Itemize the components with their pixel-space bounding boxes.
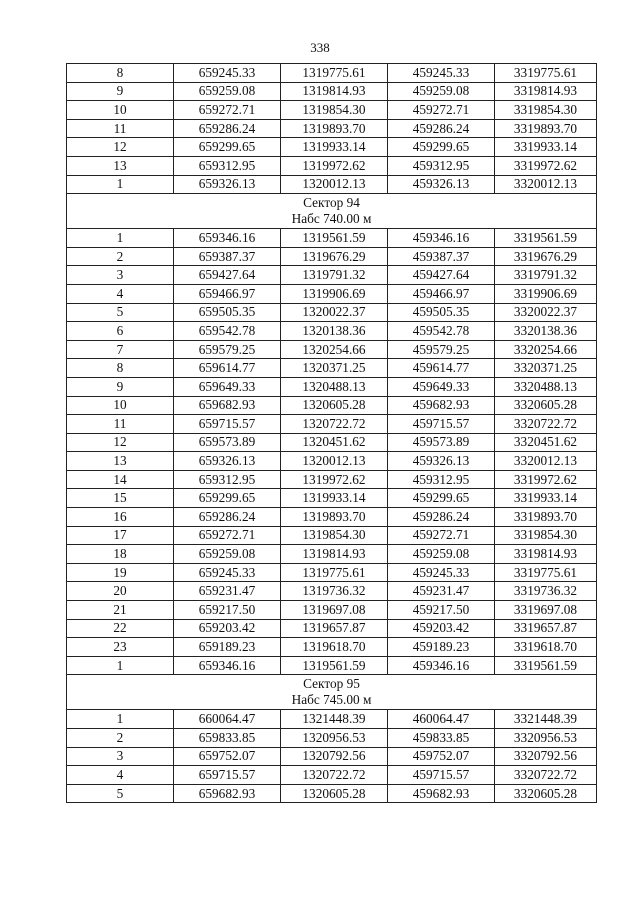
sector-title: Сектор 95	[303, 676, 360, 692]
x-local-cell: 459245.33	[388, 64, 495, 83]
table-row	[67, 470, 597, 489]
x-coordinate-cell: 659312.95	[174, 470, 281, 489]
table-row	[67, 175, 597, 194]
y-local-cell: 3320371.25	[495, 359, 597, 378]
sector-height: Набс 740.00 м	[291, 211, 372, 227]
y-local-cell: 3321448.39	[495, 710, 597, 729]
y-local-cell: 3319972.62	[495, 156, 597, 175]
point-number-cell: 1	[67, 175, 174, 194]
point-number-cell: 9	[67, 82, 174, 101]
y-local-cell: 3319933.14	[495, 489, 597, 508]
point-number-cell: 14	[67, 470, 174, 489]
y-coordinate-cell: 1319561.59	[281, 656, 388, 675]
y-coordinate-cell: 1320254.66	[281, 340, 388, 359]
table-row	[67, 138, 597, 157]
y-local-cell: 3320722.72	[495, 415, 597, 434]
x-coordinate-cell: 659752.07	[174, 747, 281, 766]
x-local-cell: 459272.71	[388, 526, 495, 545]
table-row	[67, 64, 597, 83]
y-local-cell: 3319561.59	[495, 656, 597, 675]
page-number: 338	[310, 40, 330, 55]
y-coordinate-cell: 1319618.70	[281, 638, 388, 657]
y-coordinate-cell: 1319893.70	[281, 508, 388, 527]
y-coordinate-cell: 1319906.69	[281, 284, 388, 303]
y-local-cell: 3319736.32	[495, 582, 597, 601]
x-local-cell: 460064.47	[388, 710, 495, 729]
y-coordinate-cell: 1320792.56	[281, 747, 388, 766]
x-local-cell: 459217.50	[388, 601, 495, 620]
x-coordinate-cell: 659203.42	[174, 619, 281, 638]
x-local-cell: 459466.97	[388, 284, 495, 303]
x-local-cell: 459752.07	[388, 747, 495, 766]
point-number-cell: 1	[67, 656, 174, 675]
x-coordinate-cell: 660064.47	[174, 710, 281, 729]
x-local-cell: 459245.33	[388, 563, 495, 582]
table-row	[67, 322, 597, 341]
x-coordinate-cell: 659346.16	[174, 229, 281, 248]
x-coordinate-cell: 659326.13	[174, 452, 281, 471]
y-local-cell: 3319676.29	[495, 247, 597, 266]
x-local-cell: 459189.23	[388, 638, 495, 657]
table-row	[67, 101, 597, 120]
table-row	[67, 638, 597, 657]
y-coordinate-cell: 1320605.28	[281, 396, 388, 415]
x-coordinate-cell: 659505.35	[174, 303, 281, 322]
y-local-cell: 3319775.61	[495, 563, 597, 582]
x-local-cell: 459715.57	[388, 766, 495, 785]
point-number-cell: 17	[67, 526, 174, 545]
x-local-cell: 459346.16	[388, 656, 495, 675]
x-coordinate-cell: 659682.93	[174, 784, 281, 803]
y-coordinate-cell: 1320138.36	[281, 322, 388, 341]
x-coordinate-cell: 659259.08	[174, 545, 281, 564]
y-coordinate-cell: 1320371.25	[281, 359, 388, 378]
y-coordinate-cell: 1319933.14	[281, 489, 388, 508]
x-local-cell: 459286.24	[388, 508, 495, 527]
y-local-cell: 3319814.93	[495, 545, 597, 564]
y-coordinate-cell: 1320012.13	[281, 452, 388, 471]
sector-height: Набс 745.00 м	[291, 692, 372, 708]
x-coordinate-cell: 659326.13	[174, 175, 281, 194]
point-number-cell: 6	[67, 322, 174, 341]
table-row	[67, 82, 597, 101]
x-coordinate-cell: 659272.71	[174, 526, 281, 545]
y-local-cell: 3320012.13	[495, 452, 597, 471]
point-number-cell: 18	[67, 545, 174, 564]
y-coordinate-cell: 1319893.70	[281, 119, 388, 138]
x-coordinate-cell: 659231.47	[174, 582, 281, 601]
x-local-cell: 459614.77	[388, 359, 495, 378]
table-row	[67, 508, 597, 527]
y-local-cell: 3319814.93	[495, 82, 597, 101]
point-number-cell: 13	[67, 452, 174, 471]
x-local-cell: 459682.93	[388, 396, 495, 415]
x-coordinate-cell: 659427.64	[174, 266, 281, 285]
x-local-cell: 459649.33	[388, 377, 495, 396]
x-coordinate-cell: 659286.24	[174, 508, 281, 527]
x-local-cell: 459387.37	[388, 247, 495, 266]
table-row	[67, 526, 597, 545]
y-coordinate-cell: 1320451.62	[281, 433, 388, 452]
table-row	[67, 359, 597, 378]
x-coordinate-cell: 659286.24	[174, 119, 281, 138]
y-local-cell: 3320605.28	[495, 784, 597, 803]
y-local-cell: 3319854.30	[495, 526, 597, 545]
table-row	[67, 247, 597, 266]
y-local-cell: 3319893.70	[495, 508, 597, 527]
x-local-cell: 459579.25	[388, 340, 495, 359]
x-coordinate-cell: 659346.16	[174, 656, 281, 675]
y-local-cell: 3319775.61	[495, 64, 597, 83]
y-local-cell: 3320012.13	[495, 175, 597, 194]
y-coordinate-cell: 1319657.87	[281, 619, 388, 638]
table-row	[67, 396, 597, 415]
x-coordinate-cell: 659245.33	[174, 563, 281, 582]
sector-header-row	[67, 194, 597, 229]
x-coordinate-cell: 659387.37	[174, 247, 281, 266]
point-number-cell: 22	[67, 619, 174, 638]
x-local-cell: 459231.47	[388, 582, 495, 601]
point-number-cell: 8	[67, 359, 174, 378]
x-local-cell: 459299.65	[388, 489, 495, 508]
x-coordinate-cell: 659189.23	[174, 638, 281, 657]
point-number-cell: 1	[67, 229, 174, 248]
x-coordinate-cell: 659573.89	[174, 433, 281, 452]
x-coordinate-cell: 659466.97	[174, 284, 281, 303]
table-row	[67, 601, 597, 620]
x-coordinate-cell: 659217.50	[174, 601, 281, 620]
y-coordinate-cell: 1319697.08	[281, 601, 388, 620]
x-coordinate-cell: 659259.08	[174, 82, 281, 101]
x-local-cell: 459312.95	[388, 156, 495, 175]
table-row	[67, 156, 597, 175]
x-local-cell: 459682.93	[388, 784, 495, 803]
y-local-cell: 3319618.70	[495, 638, 597, 657]
x-local-cell: 459542.78	[388, 322, 495, 341]
x-local-cell: 459715.57	[388, 415, 495, 434]
x-coordinate-cell: 659272.71	[174, 101, 281, 120]
x-local-cell: 459203.42	[388, 619, 495, 638]
point-number-cell: 4	[67, 284, 174, 303]
point-number-cell: 2	[67, 247, 174, 266]
table-row	[67, 784, 597, 803]
x-local-cell: 459299.65	[388, 138, 495, 157]
x-local-cell: 459286.24	[388, 119, 495, 138]
y-local-cell: 3319657.87	[495, 619, 597, 638]
y-coordinate-cell: 1319933.14	[281, 138, 388, 157]
y-coordinate-cell: 1320722.72	[281, 415, 388, 434]
x-coordinate-cell: 659682.93	[174, 396, 281, 415]
point-number-cell: 23	[67, 638, 174, 657]
y-coordinate-cell: 1319972.62	[281, 156, 388, 175]
x-local-cell: 459312.95	[388, 470, 495, 489]
y-local-cell: 3319933.14	[495, 138, 597, 157]
table-row	[67, 563, 597, 582]
point-number-cell: 13	[67, 156, 174, 175]
y-local-cell: 3320722.72	[495, 766, 597, 785]
point-number-cell: 12	[67, 138, 174, 157]
table-row	[67, 340, 597, 359]
y-coordinate-cell: 1319854.30	[281, 101, 388, 120]
point-number-cell: 20	[67, 582, 174, 601]
y-local-cell: 3319906.69	[495, 284, 597, 303]
y-coordinate-cell: 1320022.37	[281, 303, 388, 322]
y-coordinate-cell: 1320012.13	[281, 175, 388, 194]
coordinates-table-body	[67, 64, 597, 803]
table-row	[67, 119, 597, 138]
table-row	[67, 545, 597, 564]
x-coordinate-cell: 659299.65	[174, 489, 281, 508]
point-number-cell: 11	[67, 119, 174, 138]
y-local-cell: 3320605.28	[495, 396, 597, 415]
x-local-cell: 459272.71	[388, 101, 495, 120]
point-number-cell: 1	[67, 710, 174, 729]
table-row	[67, 303, 597, 322]
y-coordinate-cell: 1319775.61	[281, 64, 388, 83]
y-local-cell: 3319854.30	[495, 101, 597, 120]
table-row	[67, 729, 597, 748]
table-row	[67, 582, 597, 601]
point-number-cell: 16	[67, 508, 174, 527]
y-local-cell: 3319791.32	[495, 266, 597, 285]
table-row	[67, 747, 597, 766]
x-coordinate-cell: 659833.85	[174, 729, 281, 748]
x-coordinate-cell: 659614.77	[174, 359, 281, 378]
y-local-cell: 3319893.70	[495, 119, 597, 138]
x-local-cell: 459573.89	[388, 433, 495, 452]
point-number-cell: 10	[67, 101, 174, 120]
y-local-cell: 3320451.62	[495, 433, 597, 452]
coordinates-table	[66, 63, 597, 803]
x-coordinate-cell: 659715.57	[174, 415, 281, 434]
y-coordinate-cell: 1320488.13	[281, 377, 388, 396]
y-coordinate-cell: 1319814.93	[281, 82, 388, 101]
table-row	[67, 766, 597, 785]
y-local-cell: 3320792.56	[495, 747, 597, 766]
table-row	[67, 377, 597, 396]
table-row	[67, 489, 597, 508]
point-number-cell: 15	[67, 489, 174, 508]
x-coordinate-cell: 659299.65	[174, 138, 281, 157]
sector-header-cell	[67, 675, 597, 710]
y-coordinate-cell: 1319854.30	[281, 526, 388, 545]
x-coordinate-cell: 659312.95	[174, 156, 281, 175]
x-coordinate-cell: 659245.33	[174, 64, 281, 83]
x-coordinate-cell: 659579.25	[174, 340, 281, 359]
point-number-cell: 12	[67, 433, 174, 452]
x-local-cell: 459259.08	[388, 545, 495, 564]
x-coordinate-cell: 659649.33	[174, 377, 281, 396]
x-coordinate-cell: 659715.57	[174, 766, 281, 785]
point-number-cell: 5	[67, 303, 174, 322]
y-coordinate-cell: 1320956.53	[281, 729, 388, 748]
y-local-cell: 3320022.37	[495, 303, 597, 322]
point-number-cell: 11	[67, 415, 174, 434]
table-row	[67, 452, 597, 471]
x-local-cell: 459326.13	[388, 175, 495, 194]
point-number-cell: 4	[67, 766, 174, 785]
table-row	[67, 229, 597, 248]
x-local-cell: 459833.85	[388, 729, 495, 748]
y-coordinate-cell: 1319814.93	[281, 545, 388, 564]
table-row	[67, 266, 597, 285]
y-local-cell: 3319561.59	[495, 229, 597, 248]
sector-title: Сектор 94	[303, 195, 360, 211]
x-local-cell: 459346.16	[388, 229, 495, 248]
x-local-cell: 459505.35	[388, 303, 495, 322]
table-row	[67, 433, 597, 452]
point-number-cell: 10	[67, 396, 174, 415]
y-coordinate-cell: 1319676.29	[281, 247, 388, 266]
x-local-cell: 459259.08	[388, 82, 495, 101]
point-number-cell: 7	[67, 340, 174, 359]
table-row	[67, 656, 597, 675]
y-coordinate-cell: 1319561.59	[281, 229, 388, 248]
y-coordinate-cell: 1319775.61	[281, 563, 388, 582]
y-coordinate-cell: 1321448.39	[281, 710, 388, 729]
y-local-cell: 3320138.36	[495, 322, 597, 341]
y-local-cell: 3320254.66	[495, 340, 597, 359]
y-local-cell: 3320956.53	[495, 729, 597, 748]
point-number-cell: 5	[67, 784, 174, 803]
y-coordinate-cell: 1320605.28	[281, 784, 388, 803]
y-local-cell: 3319972.62	[495, 470, 597, 489]
x-local-cell: 459427.64	[388, 266, 495, 285]
y-local-cell: 3320488.13	[495, 377, 597, 396]
y-coordinate-cell: 1319791.32	[281, 266, 388, 285]
x-coordinate-cell: 659542.78	[174, 322, 281, 341]
point-number-cell: 9	[67, 377, 174, 396]
sector-header-row	[67, 675, 597, 710]
y-coordinate-cell: 1320722.72	[281, 766, 388, 785]
point-number-cell: 19	[67, 563, 174, 582]
y-coordinate-cell: 1319972.62	[281, 470, 388, 489]
x-local-cell: 459326.13	[388, 452, 495, 471]
table-row	[67, 619, 597, 638]
y-local-cell: 3319697.08	[495, 601, 597, 620]
point-number-cell: 8	[67, 64, 174, 83]
y-coordinate-cell: 1319736.32	[281, 582, 388, 601]
sector-header-cell	[67, 194, 597, 229]
table-row	[67, 710, 597, 729]
table-row	[67, 415, 597, 434]
point-number-cell: 3	[67, 266, 174, 285]
point-number-cell: 21	[67, 601, 174, 620]
point-number-cell: 2	[67, 729, 174, 748]
table-row	[67, 284, 597, 303]
point-number-cell: 3	[67, 747, 174, 766]
